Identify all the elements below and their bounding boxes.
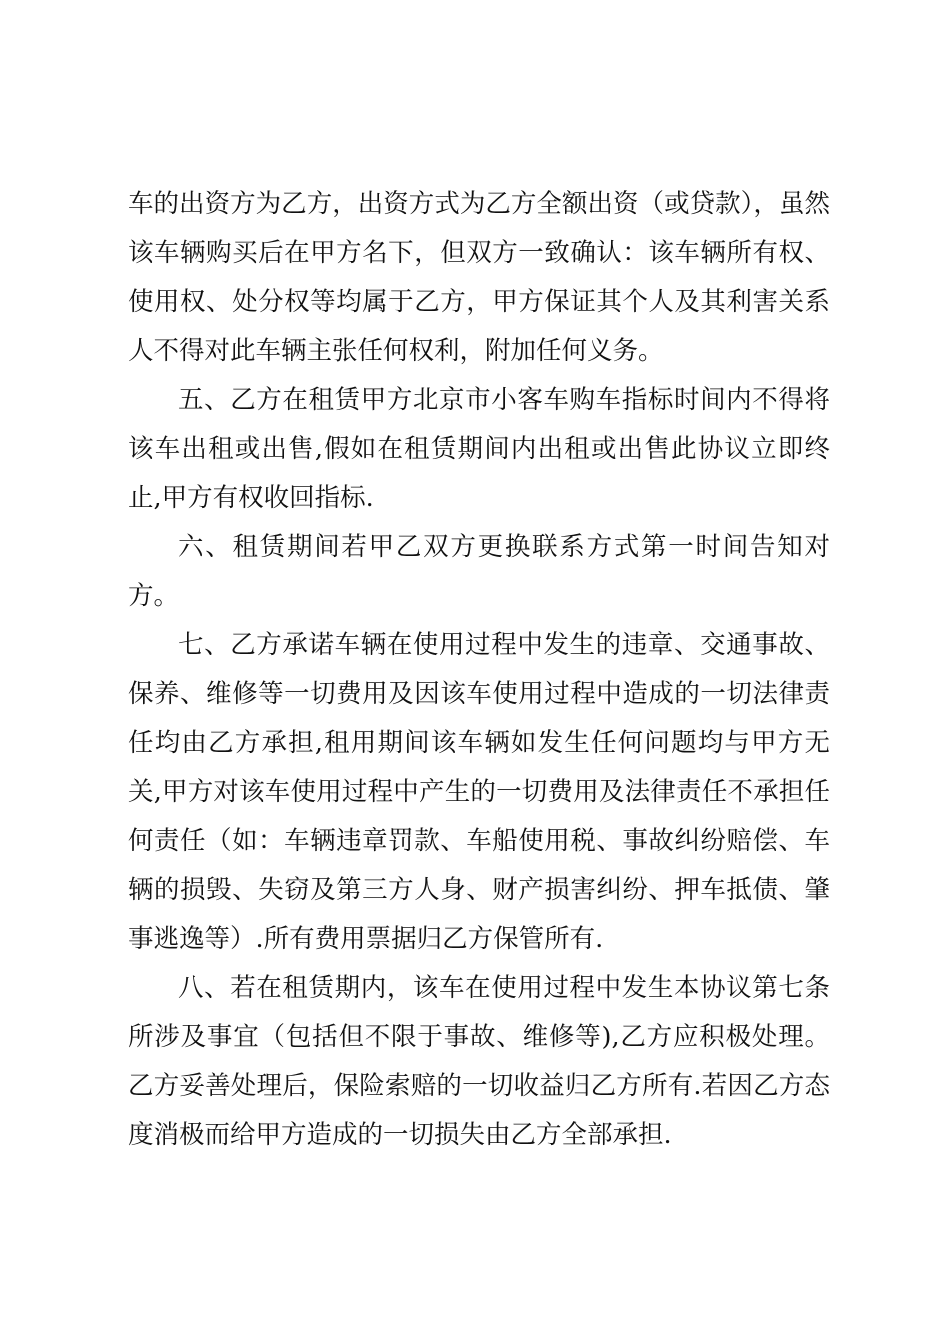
text-line: 度消极而给甲方造成的一切损失由乙方全部承担. [128,1120,672,1150]
text-line: 七、乙方承诺车辆在使用过程中发生的违章、交通事故、 [178,630,830,660]
text-line: 何责任（如：车辆违章罚款、车船使用税、事故纠纷赔偿、车 [128,826,830,856]
document-page [128,180,830,1160]
text-line: 使用权、处分权等均属于乙方，甲方保证其个人及其利害关系 [128,287,830,317]
paragraph-clause-seven [128,621,830,964]
paragraph-clause-six [128,523,830,621]
text-line: 保养、维修等一切费用及因该车使用过程中造成的一切法律责 [128,679,830,709]
text-line: 八、若在租赁期内，该车在使用过程中发生本协议第七条 [178,973,830,1003]
text-line: 任均由乙方承担,租用期间该车辆如发生任何问题均与甲方无 [128,728,830,758]
text-line: 六、租赁期间若甲乙双方更换联系方式第一时间告知对 [178,532,830,562]
text-line: 人不得对此车辆主张任何权利，附加任何义务。 [128,336,664,366]
paragraph-continuation [128,180,830,376]
text-line: 方。 [128,581,180,611]
text-line: 乙方妥善处理后，保险索赔的一切收益归乙方所有.若因乙方态 [128,1071,830,1101]
text-line: 辆的损毁、失窃及第三方人身、财产损害纠纷、押车抵债、肇 [128,875,830,905]
paragraph-clause-eight [128,964,830,1160]
text-line: 止,甲方有权收回指标. [128,483,374,513]
text-line: 关,甲方对该车使用过程中产生的一切费用及法律责任不承担任 [128,777,830,807]
text-line: 事逃逸等）.所有费用票据归乙方保管所有. [128,924,604,954]
paragraph-clause-five [128,376,830,523]
text-line: 所涉及事宜（包括但不限于事故、维修等),乙方应积极处理。 [128,1022,830,1052]
text-line: 该车辆购买后在甲方名下，但双方一致确认：该车辆所有权、 [128,238,830,268]
text-line: 该车出租或出售,假如在租赁期间内出租或出售此协议立即终 [128,434,830,464]
text-line: 五、乙方在租赁甲方北京市小客车购车指标时间内不得将 [178,385,830,415]
text-line: 车的出资方为乙方，出资方式为乙方全额出资（或贷款），虽然 [128,189,830,219]
